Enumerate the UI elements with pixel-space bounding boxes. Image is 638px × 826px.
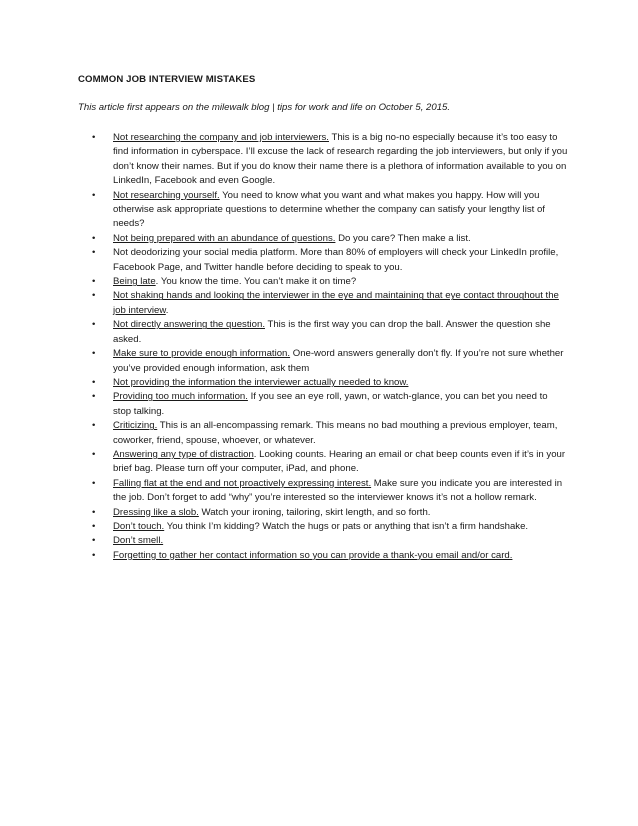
item-heading: Providing too much information. — [113, 391, 248, 403]
bullet-icon: • — [92, 477, 96, 489]
item-text: If you see an eye roll, yawn, or watch-glance, you can bet you need to stop talking. — [113, 391, 548, 417]
bullet-icon: • — [92, 535, 96, 547]
item-heading: Don’t smell. — [113, 535, 164, 547]
item-heading: Not directly answering the question. — [113, 319, 265, 331]
bullet-icon: • — [92, 376, 96, 388]
item-text: . You know the time. You can’t make it on time? — [155, 276, 357, 288]
list-item — [78, 506, 568, 520]
item-text: . — [165, 304, 169, 316]
bullet-icon: • — [92, 520, 96, 532]
bullet-icon: • — [92, 276, 96, 288]
item-heading: Don’t touch. — [113, 520, 165, 532]
list-item — [78, 477, 568, 506]
item-heading: Not shaking hands and looking the interviewer in the eye and maintaining that eye contact throughout the job interview — [113, 290, 559, 316]
list-item — [78, 275, 568, 289]
list-item — [78, 131, 568, 189]
bullet-icon: • — [92, 132, 96, 143]
item-heading: Dressing like a slob. — [113, 506, 199, 518]
item-heading: Forgetting to gather her contact information so you can provide a thank-you email and/or card. — [113, 549, 513, 561]
list-item — [78, 246, 568, 275]
list-item — [78, 189, 568, 232]
bullet-icon: • — [92, 232, 96, 244]
item-text: One-word answers generally don’t fly. If you’re not sure whether you’ve provided enough information, ask them — [113, 348, 564, 374]
article-source-note: This article first appears on the milewalk blog | tips for work and life on October 5, 2015. — [78, 102, 451, 113]
list-item — [78, 232, 568, 246]
bullet-icon: • — [92, 189, 96, 201]
bullet-icon: • — [92, 420, 96, 432]
item-heading: Not providing the information the interviewer actually needed to know. — [113, 376, 409, 388]
list-item — [78, 347, 568, 376]
item-heading: Not researching yourself. — [113, 189, 220, 201]
item-text: This is an all-encompassing remark. This means no bad mouthing a previous employer, team, coworker, friend, spouse, whoever, or whatever. — [113, 420, 558, 446]
item-heading: Falling flat at the end and not proactively expressing interest. — [113, 477, 372, 489]
item-heading: Not researching the company and job interviewers. — [113, 132, 329, 143]
item-text: Do you care? Then make a list. — [335, 232, 471, 244]
list-item — [78, 390, 568, 419]
item-heading: Criticizing. — [113, 420, 158, 432]
item-heading: Not being prepared with an abundance of questions. — [113, 232, 336, 244]
item-heading: Answering any type of distraction — [113, 448, 254, 460]
bullet-icon: • — [92, 506, 96, 518]
list-item — [78, 419, 568, 448]
mistakes-list — [78, 131, 568, 563]
list-item — [78, 376, 568, 390]
item-heading: Make sure to provide enough information. — [113, 348, 291, 360]
bullet-icon: • — [92, 391, 96, 403]
bullet-icon: • — [92, 549, 96, 561]
item-text: This is the first way you can drop the ball. Answer the question she asked. — [113, 319, 551, 345]
list-item — [78, 534, 568, 548]
item-text: Make sure you indicate you are interested in the job. Don’t forget to add “why” you’re interested so the interviewer knows it’s not a hollow remark. — [113, 477, 563, 504]
item-text: Watch your ironing, tailoring, skirt length, and so forth. — [198, 506, 431, 518]
page-title: COMMON JOB INTERVIEW MISTAKES — [78, 74, 256, 85]
bullet-icon: • — [92, 348, 96, 360]
item-text: This is a big no-no especially because it’s too easy to find information in cyberspace. I’ll excuse the lack of research regarding the job interviewers, but only if you don’t know their names. But if you do know their name there is a plethora of information available to you on LinkedIn, Facebook and even Google. — [113, 132, 568, 187]
list-item — [78, 318, 568, 347]
list-item — [78, 448, 568, 477]
list-item — [78, 549, 568, 563]
item-text: You think I’m kidding? Watch the hugs or pats or anything that isn’t a firm handshake. — [164, 520, 529, 532]
item-text: You need to know what you want and what makes you happy. How will you otherwise ask appropriate questions to determine whether the company can satisfy your lengthy list of needs? — [113, 189, 545, 230]
bullet-icon: • — [92, 290, 96, 302]
bullet-icon: • — [92, 319, 96, 331]
item-text: Not deodorizing your social media platform. More than 80% of employers will check your LinkedIn profile, Facebook Page, and Twitter handle before deciding to speak to you. — [113, 247, 559, 273]
bullet-icon: • — [92, 247, 96, 259]
item-heading: Being late — [113, 276, 156, 288]
list-item — [78, 289, 568, 318]
bullet-icon: • — [92, 448, 96, 460]
item-text: . Looking counts. Hearing an email or chat beep counts even if it’s in your brief bag. Please turn off your computer, iPad, and phone. — [113, 448, 566, 475]
list-item — [78, 520, 568, 534]
